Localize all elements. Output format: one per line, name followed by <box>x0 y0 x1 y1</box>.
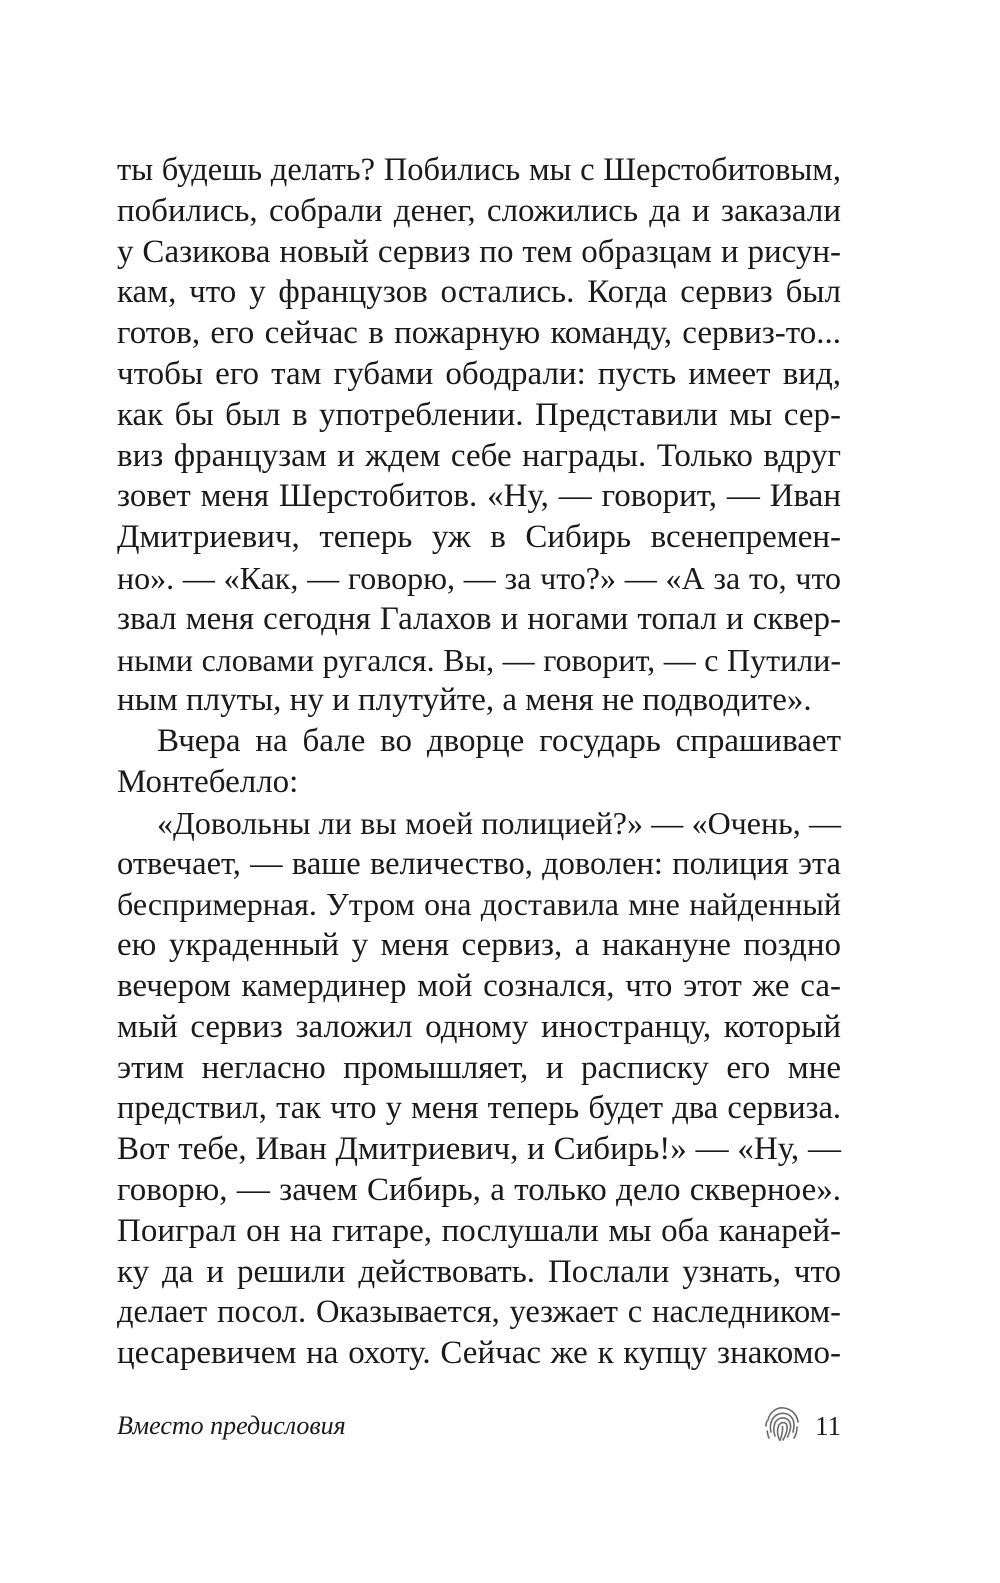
text-line: делает посол. Оказывается, уезжает с наследником- <box>117 1294 841 1331</box>
text-line: этим негласно промышляет, и расписку его мне <box>117 1049 841 1086</box>
text-line: цесаревичем на охоту. Сейчас же к купцу знакомо- <box>117 1335 841 1372</box>
text-line: вечером камердинер мой сознался, что этот же са- <box>117 967 841 1004</box>
text-line: виз французам и ждем себе награды. Только вдруг <box>117 437 841 474</box>
text-line: мый сервиз заложил одному иностранцу, который <box>117 1008 841 1045</box>
text-line: отвечает, — ваше величество, доволен: полиция эта <box>117 845 841 882</box>
text-line: Монтебелло: <box>117 763 299 800</box>
text-line: Вот тебе, Иван Дмитриевич, и Сибирь!» — «Ну, — <box>117 1131 841 1168</box>
text-line: Вчера на бале во дворце государь спрашивает <box>157 723 841 760</box>
text-line: предствил, так что у меня теперь будет два сервиза. <box>117 1090 841 1127</box>
text-line: Дмитриевич, теперь уж в Сибирь всенепремен- <box>117 519 841 556</box>
text-line: ею украденный у меня сервиз, а накануне поздно <box>117 927 841 964</box>
text-line: ты будешь делать? Побились мы с Шерстобитовым, <box>117 152 841 188</box>
text-line: у Сазикова новый сервиз по тем образцам и рисун- <box>117 233 841 270</box>
text-line: побились, собрали денег, сложились да и заказали <box>117 192 841 229</box>
text-line: ку да и решили действовать. Послали узнать, что <box>117 1253 841 1290</box>
text-line: Поиграл он на гитаре, послушали мы оба канарей- <box>117 1212 841 1249</box>
text-line: готов, его сейчас в пожарную команду, сервиз-то... <box>117 315 841 352</box>
text-line: «Довольны ли вы моей полицией?» — «Очень, — <box>157 804 841 841</box>
text-line: ными словами ругался. Вы, — говорит, — с Путили- <box>117 641 841 678</box>
text-line: как бы был в употреблении. Представили мы сер- <box>117 396 841 433</box>
text-line: говорю, — зачем Сибирь, а только дело скверное». <box>117 1171 841 1208</box>
running-head: Вместо предисловия <box>117 1411 346 1440</box>
body-text <box>117 150 841 1374</box>
page-footer <box>117 1408 841 1448</box>
text-line: но». — «Как, — говорю, — за что?» — «А за то, что <box>117 559 841 596</box>
text-line: беспримерная. Утром она доставила мне найденный <box>117 886 841 923</box>
text-line: кам, что у французов остались. Когда сервиз был <box>117 274 841 311</box>
fingerprint-icon <box>760 1402 804 1446</box>
text-line: чтобы его там губами ободрали: пусть имеет вид, <box>117 355 841 392</box>
text-line: зовет меня Шерстобитов. «Ну, — говорит, — Иван <box>117 478 841 515</box>
page-number: 11 <box>815 1411 841 1441</box>
text-line: ным плуты, ну и плутуйте, а меня не подводите». <box>117 682 812 719</box>
text-line: звал меня сегодня Галахов и ногами топал и сквер- <box>117 600 841 637</box>
